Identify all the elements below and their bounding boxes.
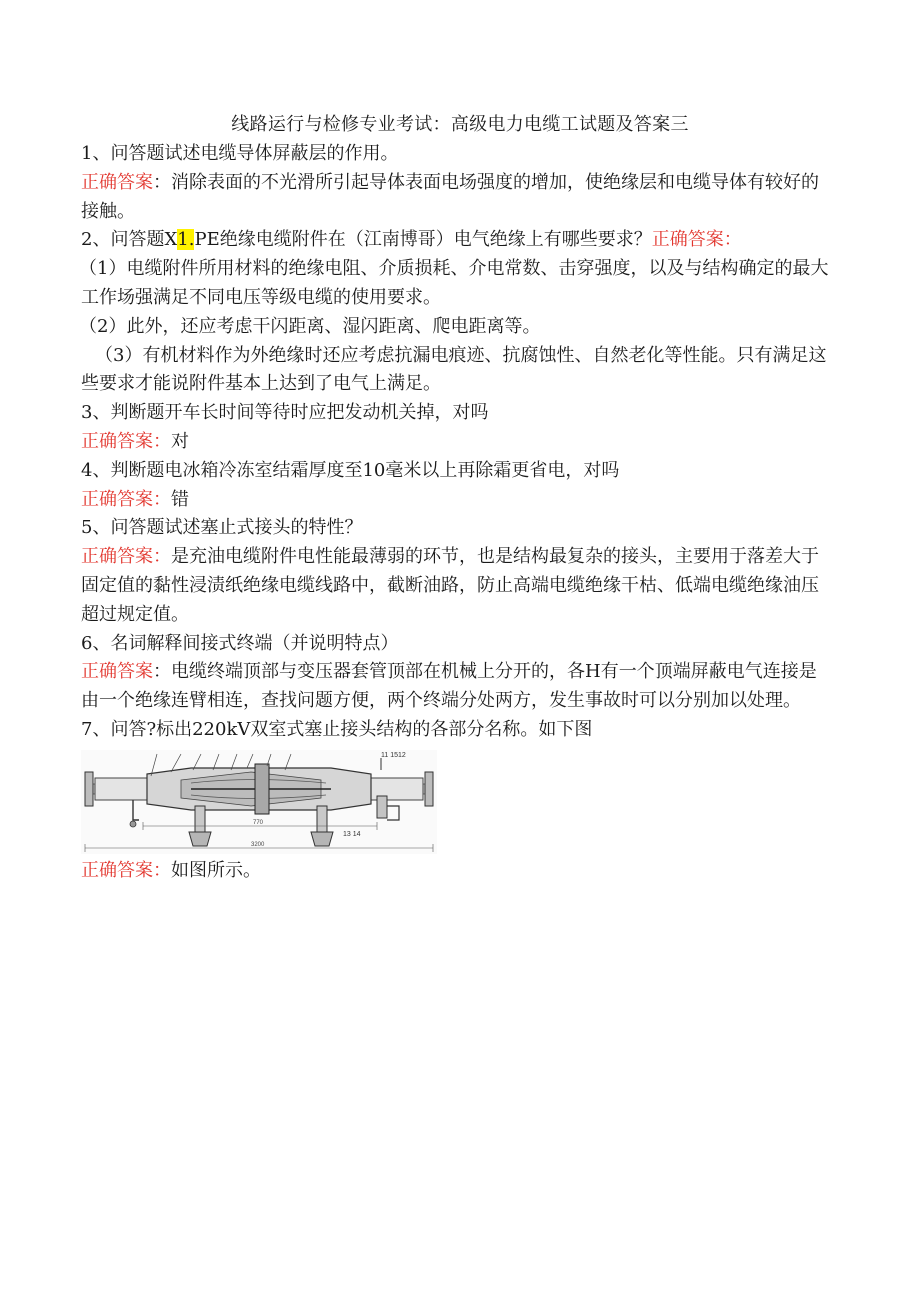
answer-5 <box>81 543 833 629</box>
answer-6 <box>81 658 833 716</box>
answer-text: 是充油电缆附件电性能最薄弱的环节，也是结构最复杂的接头，主要用于落差大于固定值的黏性浸渍纸绝缘电缆线路中，截断油路，防止高端电缆绝缘干枯、低端电缆绝缘油压超过规定值。 <box>81 546 819 625</box>
answer-label: 正确答案： <box>81 430 171 452</box>
question-5: 5、问答题试述塞止式接头的特性？ <box>81 517 363 539</box>
answer-2-point-3: （3）有机材料作为外绝缘时还应考虑抗漏电痕迹、抗腐蚀性、自然老化等性能。只有满足这些要求才能说附件基本上达到了电气上满足。 <box>81 344 827 395</box>
answer-text: 电缆终端顶部与变压器套管顶部在机械上分开的，各H有一个顶端屏蔽电气连接是由一个绝缘连臂相连，查找问题方便，两个终端分处两方，发生事故时可以分别加以处理。 <box>81 661 817 712</box>
answer-text: 错 <box>171 488 189 510</box>
answer-4 <box>81 486 833 515</box>
document-body <box>81 140 833 886</box>
answer-3 <box>81 428 833 457</box>
answer-label: 正确答案： <box>81 546 171 568</box>
document-title: 线路运行与检修专业考试：高级电力电缆工试题及答案三 <box>231 114 689 135</box>
figure-dimension-short: 770 <box>253 819 264 826</box>
answer-colon: ： <box>153 171 171 193</box>
question-6: 6、名词解释间接式终端（并说明特点） <box>81 632 399 654</box>
figure-callouts-label: 11 1512 <box>381 751 406 759</box>
question-1: 1、问答题试述电缆导体屏蔽层的作用。 <box>81 143 399 164</box>
question-prefix: 2、问答题X <box>81 229 178 251</box>
question-suffix: PE绝缘电缆附件在（江南博哥）电气绝缘上有哪些要求？ <box>194 229 652 251</box>
answer-2-point-2: （2）此外，还应考虑干闪距离、湿闪距离、爬电距离等。 <box>79 315 541 337</box>
answer-label: 正确答案： <box>81 488 171 510</box>
figure-labels-bottom: 13 14 <box>343 830 361 838</box>
answer-colon: ： <box>153 661 171 683</box>
answer-label: 正确答案： <box>651 229 742 251</box>
highlighted-text: 1. <box>177 229 195 251</box>
answer-7 <box>81 857 833 886</box>
answer-label: 正确答案 <box>81 171 153 193</box>
question-7: 7、问答?标出220kV双室式塞止接头结构的各部分名称。如下图 <box>81 718 593 740</box>
question-4: 4、判断题电冰箱冷冻室结霜厚度至10毫米以上再除霜更省电，对吗 <box>81 459 620 481</box>
joint-structure-figure <box>81 750 437 854</box>
answer-text: 对 <box>171 430 189 452</box>
answer-1 <box>81 169 833 227</box>
question-3: 3、判断题开车长时间等待时应把发动机关掉，对吗 <box>81 402 489 424</box>
figure-dimension-long: 3200 <box>251 841 265 848</box>
answer-text: 消除表面的不光滑所引起导体表面电场强度的增加，使绝缘层和电缆导体有较好的接触。 <box>81 171 819 222</box>
answer-2-point-1: （1）电缆附件所用材料的绝缘电阻、介质损耗、介电常数、击穿强度，以及与结构确定的最大工作场强满足不同电压等级电缆的使用要求。 <box>79 258 829 308</box>
answer-text: 如图所示。 <box>171 859 261 881</box>
answer-label: 正确答案 <box>81 661 153 683</box>
question-2 <box>81 226 833 255</box>
answer-label: 正确答案： <box>81 859 171 881</box>
